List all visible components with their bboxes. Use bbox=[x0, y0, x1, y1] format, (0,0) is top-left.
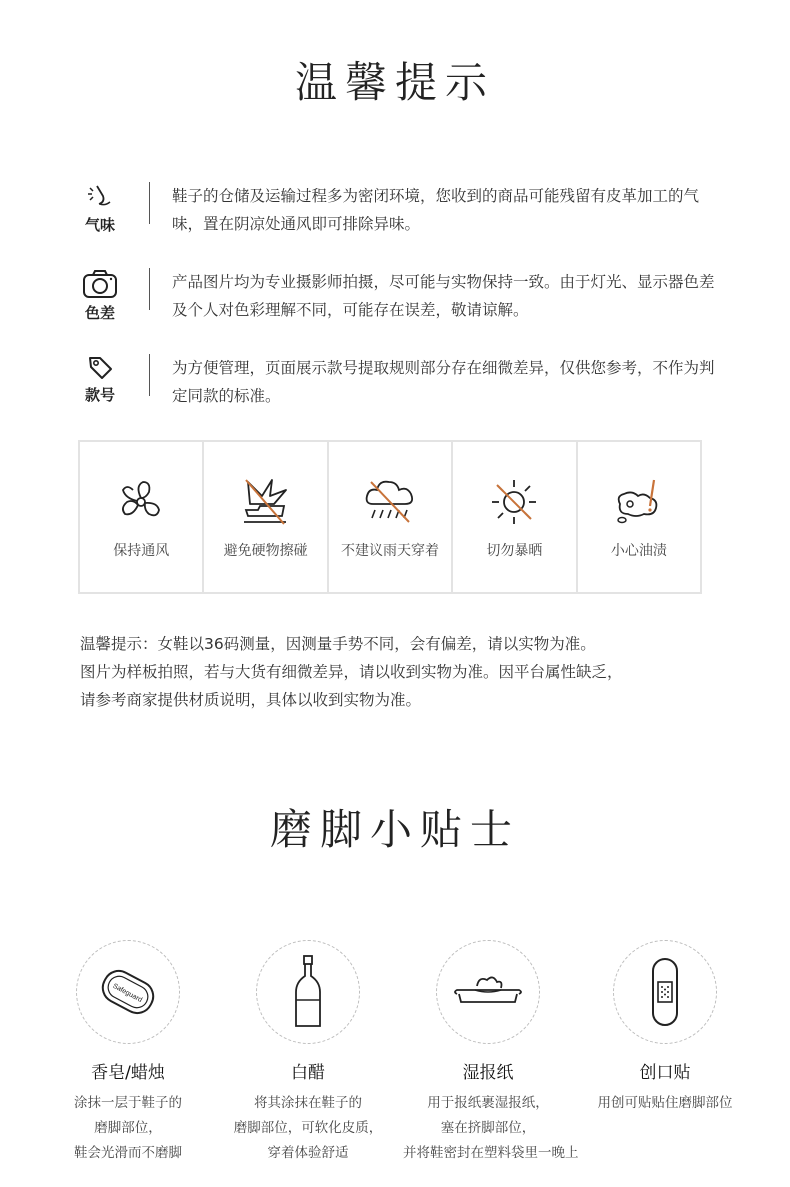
notice-paragraph bbox=[80, 630, 720, 714]
section-title-tips: 温馨提示 bbox=[294, 58, 495, 107]
tip-text-smell: 鞋子的仓储及运输过程多为密闭环境，您收到的商品可能残留有皮革加工的气味，置在阴凉处通风即可排除异味。 bbox=[172, 187, 700, 233]
fan-icon bbox=[115, 476, 167, 528]
remedy-wet-newspaper bbox=[403, 940, 579, 1166]
remedy-icon-circle bbox=[76, 940, 180, 1044]
care-label: 切勿暴晒 bbox=[486, 543, 543, 559]
remedy-icon-circle bbox=[436, 940, 540, 1044]
care-label: 避免硬物擦碰 bbox=[223, 543, 308, 559]
care-item-no-rain bbox=[329, 442, 453, 592]
tip-label-style-number: 款号 bbox=[84, 386, 115, 404]
notice-line: 请参考商家提供材质说明，具体以收到实物为准。 bbox=[80, 691, 422, 709]
care-item-oil-stain bbox=[578, 442, 700, 592]
oil-stain-icon bbox=[610, 476, 668, 528]
remedy-soap-candle bbox=[43, 940, 213, 1166]
remedy-title: 创口贴 bbox=[639, 1063, 691, 1083]
tip-text-color: 产品图片均为专业摄影师拍摄，尽可能与实物保持一致。由于灯光、显示器色差及个人对色彩理解不同，可能存在误差，敬请谅解。 bbox=[172, 273, 715, 319]
tip-text-style-number: 为方便管理，页面展示款号提取规则部分存在细微差异，仅供您参考，不作为判定同款的标准。 bbox=[172, 359, 715, 405]
remedy-description: 涂抹一层于鞋子的 磨脚部位， 鞋会光滑而不磨脚 bbox=[74, 1095, 182, 1161]
soap-brand-text: Safeguard bbox=[111, 982, 144, 1004]
bandage-icon bbox=[650, 957, 680, 1027]
care-instructions-box bbox=[78, 440, 702, 594]
notice-line: 图片为样板拍照，若与大货有细微差异，请以收到实物为准。因平台属性缺乏， bbox=[80, 663, 623, 681]
soap-icon bbox=[96, 966, 160, 1018]
care-item-no-sun bbox=[453, 442, 577, 592]
care-label: 保持通风 bbox=[113, 543, 170, 559]
care-item-avoid-hard-objects bbox=[204, 442, 328, 592]
remedy-description: 将其涂抹在鞋子的 磨脚部位，可软化皮质， 穿着体验舒适 bbox=[233, 1095, 383, 1161]
care-item-ventilate bbox=[80, 442, 204, 592]
no-sun-icon bbox=[488, 476, 540, 528]
tip-row-color bbox=[72, 268, 732, 332]
remedy-vinegar bbox=[223, 940, 393, 1166]
remedy-description: 用于报纸裹湿报纸， 塞在挤脚部位， 并将鞋密封在塑料袋里一晚上 bbox=[403, 1095, 579, 1161]
tip-row-style-number bbox=[72, 354, 732, 418]
divider bbox=[149, 354, 150, 396]
vinegar-bottle-icon bbox=[293, 954, 323, 1030]
camera-icon bbox=[80, 268, 120, 300]
remedy-icon-circle bbox=[256, 940, 360, 1044]
remedy-title: 香皂/蜡烛 bbox=[91, 1063, 165, 1083]
tip-label-smell: 气味 bbox=[84, 216, 115, 234]
smell-icon bbox=[83, 182, 117, 212]
tissue-box-icon bbox=[451, 972, 525, 1012]
no-rain-icon bbox=[361, 476, 419, 528]
remedy-icon-circle bbox=[613, 940, 717, 1044]
tip-label-color: 色差 bbox=[84, 304, 115, 322]
care-label: 不建议雨天穿着 bbox=[341, 543, 440, 559]
divider bbox=[149, 268, 150, 310]
notice-line: 温馨提示：女鞋以36码测量，因测量手势不同，会有偏差，请以实物为准。 bbox=[80, 635, 596, 653]
remedy-title: 湿报纸 bbox=[462, 1063, 514, 1083]
tag-icon bbox=[84, 354, 116, 382]
remedy-bandage bbox=[580, 940, 750, 1116]
tip-row-smell bbox=[72, 182, 732, 246]
section-title-blister-tips: 磨脚小贴士 bbox=[269, 805, 520, 854]
remedy-title: 白醋 bbox=[291, 1063, 325, 1083]
remedy-description: 用创可贴贴住磨脚部位 bbox=[597, 1095, 733, 1111]
no-collision-icon bbox=[238, 476, 294, 528]
care-label: 小心油渍 bbox=[610, 543, 667, 559]
divider bbox=[149, 182, 150, 224]
